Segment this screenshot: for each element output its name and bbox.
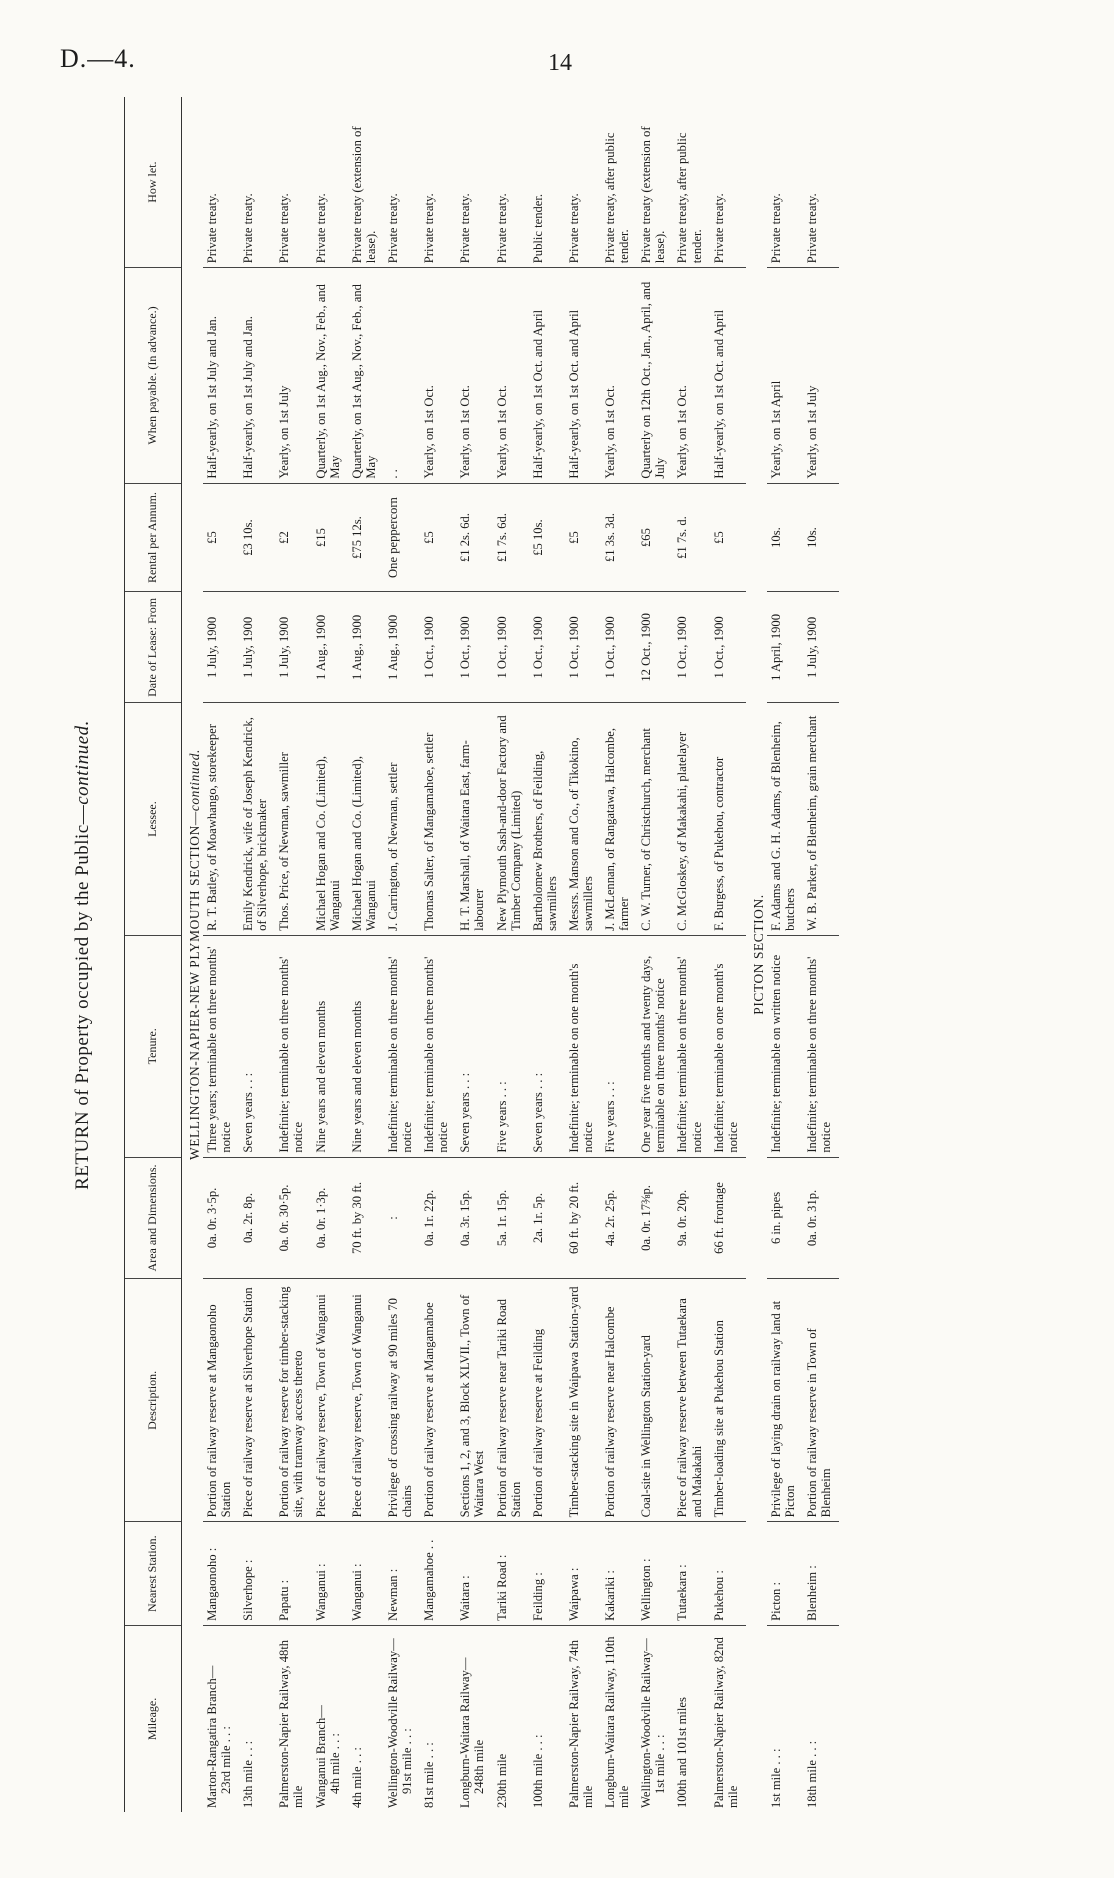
cell-tenure: Indefinite; terminable on one month's notice [565, 935, 601, 1157]
mileage-value: 18th mile . . : [805, 1740, 819, 1808]
cell-lessee: C. W. Turner, of Christchurch, merchant [637, 703, 673, 936]
table-row [203, 97, 239, 1812]
cell-station: Blenheim : [803, 1522, 839, 1625]
cell-description: Piece of railway reserve, Town of Wanganui [348, 1279, 384, 1522]
cell-station: Tariki Road : [493, 1522, 529, 1625]
cell-rental: £65 [637, 483, 673, 592]
cell-area: 2a. 1r. 5p. [529, 1157, 565, 1279]
cell-area: 70 ft. by 30 ft. [348, 1157, 384, 1279]
cell-tenure: Five years . . : [493, 935, 529, 1157]
cell-payable: Yearly, on 1st April [767, 268, 803, 483]
title-prefix: RETURN of Property occupied by the Public— [72, 804, 93, 1190]
cell-rental: £5 [420, 483, 456, 592]
cell-station: Wanganui : [312, 1522, 348, 1625]
col-area: Area and Dimensions. [125, 1157, 182, 1279]
mileage-value: Palmerston-Napier Railway, 48th mile [277, 1639, 306, 1808]
cell-mileage [565, 1625, 601, 1812]
cell-how-let: Private treaty (extension of lease). [348, 97, 384, 268]
table-row [601, 97, 637, 1812]
cell-lessee: C. McGloskey, of Makakahi, platelayer [673, 703, 709, 936]
table-row [348, 97, 384, 1812]
cell-rental: £15 [312, 483, 348, 592]
cell-station: Waitara : [456, 1522, 492, 1625]
cell-mileage [456, 1625, 492, 1812]
cell-area: 0a. 0r. 1·3p. [312, 1157, 348, 1279]
cell-how-let: Private treaty. [312, 97, 348, 268]
mileage-value: 230th mile [494, 1753, 509, 1808]
cell-lessee: J. Carrington, of Newman, settler [384, 703, 420, 936]
cell-station: Picton : [767, 1522, 803, 1625]
section-title: WELLINGTON-NAPIER-NEW PLYMOUTH SECTION— [187, 811, 202, 1161]
mileage-value: Palmerston-Napier Railway, 74th mile [566, 1639, 595, 1808]
cell-tenure: Indefinite; terminable on written notice [767, 935, 803, 1157]
cell-date: 1 Aug., 1900 [312, 592, 348, 703]
cell-station: Tutaekara : [673, 1522, 709, 1625]
cell-mileage [493, 1625, 529, 1812]
cell-payable: Quarterly, on 1st Aug., Nov., Feb., and May [312, 268, 348, 483]
cell-mileage [384, 1625, 420, 1812]
cell-rental: £1 2s. 6d. [456, 483, 492, 592]
cell-rental: £5 10s. [529, 483, 565, 592]
col-date-of-lease: Date of Lease: From [125, 592, 182, 703]
section-heading-row [746, 97, 767, 1812]
cell-description: Coal-site in Wellington Station-yard [637, 1279, 673, 1522]
cell-rental: £5 [710, 483, 746, 592]
cell-date: 12 Oct., 1900 [637, 592, 673, 703]
col-nearest-station: Nearest Station. [125, 1522, 182, 1625]
cell-how-let: Public tender. [529, 97, 565, 268]
section-heading [182, 97, 204, 1812]
cell-payable: Half-yearly, on 1st Oct. and April [710, 268, 746, 483]
cell-rental: £1 7s. 6d. [493, 483, 529, 592]
cell-station: Newman : [384, 1522, 420, 1625]
cell-lessee: Emily Kendrick, wife of Joseph Kendrick, of Silverhope, brickmaker [239, 703, 275, 936]
col-lessee: Lessee. [125, 703, 182, 936]
cell-mileage [803, 1625, 839, 1812]
cell-date: 1 April, 1900 [767, 592, 803, 703]
mileage-value: 1st mile . . : [768, 1748, 783, 1808]
cell-area: 5a. 1r. 15p. [493, 1157, 529, 1279]
cell-description: Portion of railway reserve for timber-stacking site, with tramway access thereto [275, 1279, 311, 1522]
cell-station: Mangaonoho : [203, 1522, 239, 1625]
cell-rental: £5 [203, 483, 239, 592]
cell-date: 1 July, 1900 [275, 592, 311, 703]
cell-mileage [203, 1625, 239, 1812]
cell-station: Kakariki : [601, 1522, 637, 1625]
cell-tenure: Indefinite; terminable on one month's notice [710, 935, 746, 1157]
cell-description: Portion of railway reserve near Tariki Road Station [493, 1279, 529, 1522]
cell-how-let: Private treaty. [456, 97, 492, 268]
mileage-value: 23rd mile . . : [219, 1726, 234, 1794]
cell-station: Waipawa : [565, 1522, 601, 1625]
table-row [803, 97, 839, 1812]
line-name: Wellington-Woodville Railway— [639, 1638, 654, 1808]
cell-lessee: New Plymouth Sash-and-door Factory and Timber Company (Limited) [493, 703, 529, 936]
cell-rental: £2 [275, 483, 311, 592]
cell-lessee: H. T. Marshall, of Waitara East, farm-labourer [456, 703, 492, 936]
line-name: Wellington-Woodville Railway— [385, 1638, 400, 1808]
cell-tenure: Nine years and eleven months [348, 935, 384, 1157]
table-row [275, 97, 311, 1812]
cell-tenure: One year five months and twenty days, terminable on three months' notice [637, 935, 673, 1157]
table-row [493, 97, 529, 1812]
section2-body [746, 97, 839, 1812]
mileage-value: 248th mile [472, 1739, 487, 1794]
cell-area: 0a. 2r. 8p. [239, 1157, 275, 1279]
rotated-page-content [72, 86, 1078, 1824]
cell-description: Sections 1, 2, and 3, Block XLVII., Town of Waitara West [456, 1279, 492, 1522]
cell-station: Wanganui : [348, 1522, 384, 1625]
col-mileage: Mileage. [125, 1625, 182, 1812]
cell-area: 0a. 0r. 3·5p. [203, 1157, 239, 1279]
cell-description: Portion of railway reserve in Town of Blenheim [803, 1279, 839, 1522]
col-how-let: How let. [125, 97, 182, 268]
cell-rental: 10s. [803, 483, 839, 592]
mileage-value: 1st mile . . : [653, 1734, 668, 1794]
cell-date: 1 Oct., 1900 [710, 592, 746, 703]
table-row [529, 97, 565, 1812]
mileage-value: 4th mile . . : [349, 1747, 364, 1808]
cell-rental: One peppercorn [384, 483, 420, 592]
cell-description: Privilege of laying drain on railway land at Picton [767, 1279, 803, 1522]
cell-payable: Quarterly on 12th Oct., Jan., April, and July [637, 268, 673, 483]
cell-date: 1 July, 1900 [203, 592, 239, 703]
cell-mileage [275, 1625, 311, 1812]
mileage-value: 4th mile . . : [327, 1733, 342, 1794]
cell-date: 1 Oct., 1900 [565, 592, 601, 703]
cell-tenure: Indefinite; terminable on three months' notice [384, 935, 420, 1157]
cell-how-let: Private treaty. [384, 97, 420, 268]
cell-tenure: Seven years . . : [456, 935, 492, 1157]
line-name: Marton-Rangatira Branch— [205, 1665, 219, 1808]
cell-date: 1 July, 1900 [803, 592, 839, 703]
line-name: Wanganui Branch— [313, 1705, 328, 1808]
page-number: 14 [548, 50, 572, 76]
cell-date: 1 Aug., 1900 [348, 592, 384, 703]
document-reference: D.—4. [60, 44, 136, 73]
cell-rental: £1 3s. 3d. [601, 483, 637, 592]
cell-description: Piece of railway reserve, Town of Wanganui [312, 1279, 348, 1522]
section-continued: continued. [187, 749, 202, 812]
cell-date: 1 Oct., 1900 [493, 592, 529, 703]
cell-payable: Half-yearly, on 1st Oct. and April [529, 268, 565, 483]
cell-how-let: Private treaty (extension of lease). [637, 97, 673, 268]
cell-payable: . . [384, 268, 420, 483]
table-row [767, 97, 803, 1812]
table-row [420, 97, 456, 1812]
cell-description: Timber-loading site at Pukehou Station [710, 1279, 746, 1522]
cell-tenure: Indefinite; terminable on three months' notice [420, 935, 456, 1157]
cell-tenure: Indefinite; terminable on three months' notice [673, 935, 709, 1157]
cell-description: Privilege of crossing railway at 90 miles 70 chains [384, 1279, 420, 1522]
cell-tenure: Indefinite; terminable on three months' notice [803, 935, 839, 1157]
column-header-row [125, 97, 182, 1812]
cell-description: Portion of railway reserve at Feilding [529, 1279, 565, 1522]
cell-station: Pukehou : [710, 1522, 746, 1625]
cell-mileage [601, 1625, 637, 1812]
cell-how-let: Private treaty. [710, 97, 746, 268]
cell-tenure: Five years . . : [601, 935, 637, 1157]
cell-area: 0a. 3r. 15p. [456, 1157, 492, 1279]
cell-mileage [420, 1625, 456, 1812]
cell-mileage [637, 1625, 673, 1812]
cell-description: Portion of railway reserve near Halcombe [601, 1279, 637, 1522]
cell-tenure: Nine years and eleven months [312, 935, 348, 1157]
cell-lessee: R. T. Batley, of Moawhango, storekeeper [203, 703, 239, 936]
cell-lessee: F. Burgess, of Pukehou, contractor [710, 703, 746, 936]
cell-payable: Yearly, on 1st Oct. [601, 268, 637, 483]
col-description: Description. [125, 1279, 182, 1522]
cell-how-let: Private treaty. [803, 97, 839, 268]
col-when-payable: When payable. (In advance.) [125, 268, 182, 483]
cell-lessee: Michael Hogan and Co. (Limited), Wanganui [312, 703, 348, 936]
cell-area: 0a. 0r. 31p. [803, 1157, 839, 1279]
col-rental: Rental per Annum. [125, 483, 182, 592]
cell-area: 9a. 0r. 20p. [673, 1157, 709, 1279]
cell-payable: Half-yearly, on 1st Oct. and April [565, 268, 601, 483]
cell-how-let: Private treaty. [767, 97, 803, 268]
cell-lessee: J. McLennan, of Rangatawa, Halcombe, farmer [601, 703, 637, 936]
cell-payable: Yearly, on 1st Oct. [493, 268, 529, 483]
cell-date: 1 Oct., 1900 [420, 592, 456, 703]
cell-rental: £3 10s. [239, 483, 275, 592]
cell-payable: Yearly, on 1st July [803, 268, 839, 483]
cell-description: Portion of railway reserve at Mangamahoe [420, 1279, 456, 1522]
table-row [456, 97, 492, 1812]
table-row [239, 97, 275, 1812]
cell-payable: Yearly, on 1st Oct. [420, 268, 456, 483]
cell-payable: Quarterly, on 1st Aug., Nov., Feb., and May [348, 268, 384, 483]
return-title [72, 86, 94, 1824]
table-row [312, 97, 348, 1812]
cell-area: 0a. 0r. 17⅜p. [637, 1157, 673, 1279]
cell-how-let: Private treaty. [565, 97, 601, 268]
cell-lessee: Michael Hogan and Co. (Limited), Wanganui [348, 703, 384, 936]
table-row [384, 97, 420, 1812]
mileage-value: 81st mile . . : [422, 1742, 437, 1808]
cell-area: 60 ft. by 20 ft. [565, 1157, 601, 1279]
cell-lessee: Messrs. Manson and Co., of Tikokino, sawmillers [565, 703, 601, 936]
cell-mileage [348, 1625, 384, 1812]
cell-station: Wellington : [637, 1522, 673, 1625]
cell-how-let: Private treaty. [239, 97, 275, 268]
cell-date: 1 July, 1900 [239, 592, 275, 703]
cell-tenure: Seven years . . : [239, 935, 275, 1157]
cell-station: Silverhope : [239, 1522, 275, 1625]
cell-date: 1 Oct., 1900 [601, 592, 637, 703]
cell-area: 4a. 2r. 25p. [601, 1157, 637, 1279]
cell-how-let: Private treaty, after public tender. [673, 97, 709, 268]
cell-description: Piece of railway reserve at Silverhope Station [239, 1279, 275, 1522]
mileage-value: 91st mile . . : [400, 1728, 415, 1794]
cell-date: 1 Oct., 1900 [529, 592, 565, 703]
cell-payable: Yearly, on 1st Oct. [456, 268, 492, 483]
cell-how-let: Private treaty. [203, 97, 239, 268]
cell-description: Portion of railway reserve at Mangaonoho Station [203, 1279, 239, 1522]
cell-mileage [529, 1625, 565, 1812]
cell-how-let: Private treaty, after public tender. [601, 97, 637, 268]
mileage-value: Palmerston-Napier Railway, 82nd mile [711, 1637, 740, 1808]
table-row [637, 97, 673, 1812]
mileage-value: 100th and 101st miles [675, 1697, 690, 1808]
cell-how-let: Private treaty. [420, 97, 456, 268]
cell-date: 1 Oct., 1900 [456, 592, 492, 703]
cell-lessee: Bartholomew Brothers, of Feilding, sawmillers [529, 703, 565, 936]
property-return-table [124, 97, 839, 1812]
cell-area: : [384, 1157, 420, 1279]
cell-mileage [312, 1625, 348, 1812]
title-suffix: continued. [72, 720, 93, 805]
cell-area: 6 in. pipes [767, 1157, 803, 1279]
section-heading: PICTON SECTION. [750, 894, 766, 1015]
cell-area: 0a. 1r. 22p. [420, 1157, 456, 1279]
cell-tenure: Indefinite; terminable on three months' notice [275, 935, 311, 1157]
cell-lessee: W. B. Parker, of Blenheim, grain merchant [803, 703, 839, 936]
cell-payable: Half-yearly, on 1st July and Jan. [203, 268, 239, 483]
mileage-value: 13th mile . . : [241, 1740, 256, 1808]
col-tenure: Tenure. [125, 935, 182, 1157]
cell-mileage [767, 1625, 803, 1812]
cell-date: 1 Aug., 1900 [384, 592, 420, 703]
cell-rental: £5 [565, 483, 601, 592]
table-row [565, 97, 601, 1812]
cell-payable: Yearly, on 1st Oct. [673, 268, 709, 483]
cell-date: 1 Oct., 1900 [673, 592, 709, 703]
cell-rental: £75 12s. [348, 483, 384, 592]
cell-description: Timber-stacking site in Waipawa Station-yard [565, 1279, 601, 1522]
cell-rental: £1 7s. d. [673, 483, 709, 592]
cell-area: 0a. 0r. 30·5p. [275, 1157, 311, 1279]
cell-tenure: Three years; terminable on three months' notice [203, 935, 239, 1157]
cell-station: Papatu : [275, 1522, 311, 1625]
cell-area: 66 ft. frontage [710, 1157, 746, 1279]
cell-lessee: F. Adams and G. H. Adams, of Blenheim, butchers [767, 703, 803, 936]
section-heading-row [182, 97, 204, 1812]
cell-station: Mangamahoe . . [420, 1522, 456, 1625]
table-row [710, 97, 746, 1812]
mileage-value: Longburn-Waitara Railway, 110th mile [603, 1636, 632, 1808]
cell-payable: Half-yearly, on 1st July and Jan. [239, 268, 275, 483]
section1-body [182, 97, 746, 1812]
table-row [673, 97, 709, 1812]
cell-description: Piece of railway reserve between Tutaekara and Makakahi [673, 1279, 709, 1522]
cell-mileage [710, 1625, 746, 1812]
cell-mileage [673, 1625, 709, 1812]
mileage-value: 100th mile . . : [530, 1734, 545, 1808]
cell-lessee: Thos. Price, of Newman, sawmiller [275, 703, 311, 936]
cell-tenure: Seven years . . : [529, 935, 565, 1157]
cell-station: Feilding : [529, 1522, 565, 1625]
cell-lessee: Thomas Salter, of Mangamahoe, settler [420, 703, 456, 936]
cell-payable: Yearly, on 1st July [275, 268, 311, 483]
cell-how-let: Private treaty. [493, 97, 529, 268]
line-name: Longburn-Waitara Railway— [458, 1657, 473, 1808]
cell-how-let: Private treaty. [275, 97, 311, 268]
cell-mileage [239, 1625, 275, 1812]
cell-rental: 10s. [767, 483, 803, 592]
